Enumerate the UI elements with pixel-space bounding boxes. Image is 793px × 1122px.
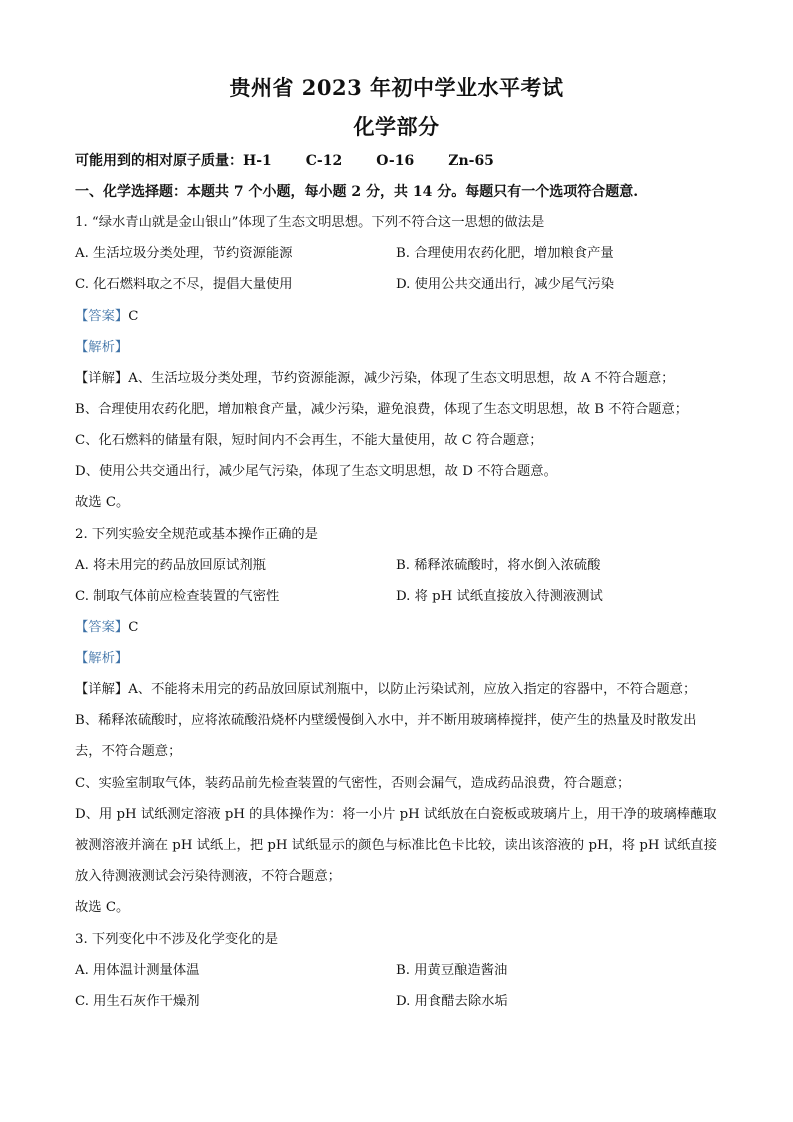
answer-value: C (128, 620, 139, 635)
option-d: D. 使用公共交通出行，减少尾气污染 (396, 277, 615, 292)
question-stem: 3. 下列变化中不涉及化学变化的是 (75, 932, 279, 947)
section-heading: 一、化学选择题：本题共 7 个小题，每小题 2 分，共 14 分。每题只有一个选项符合题意. (75, 184, 639, 200)
page-subtitle: 化学部分 (353, 114, 440, 139)
option-b: B. 用黄豆酿造酱油 (396, 963, 508, 978)
analysis-tag: 【解析】 (75, 651, 129, 666)
option-c: C. 制取气体前应检查装置的气密性 (75, 589, 280, 604)
option-d: D. 将 pH 试纸直接放入待测液测试 (396, 589, 603, 604)
detail-text: A、不能将未用完的药品放回原试剂瓶中，以防止污染试剂，应放入指定的容器中，不符合题意； (128, 682, 697, 697)
analysis-tag: 【解析】 (75, 340, 129, 355)
option-a: A. 将未用完的药品放回原试剂瓶 (75, 558, 266, 573)
detail-line: B、合理使用农药化肥，增加粮食产量，减少污染，避免浪费，体现了生态文明思想，故 B 不符合题意； (75, 402, 689, 417)
detail-tag: 【详解】 (75, 371, 129, 386)
detail-line: B、稀释浓硫酸时，应将浓硫酸沿烧杯内壁缓慢倒入水中，并不断用玻璃棒搅拌，使产生的热量及时散发出 (75, 713, 697, 728)
detail-line: C、实验室制取气体，装药品前先检查装置的气密性，否则会漏气，造成药品浪费，符合题意； (75, 776, 631, 791)
atomic-mass-item: O-16 (376, 153, 415, 169)
question-stem: 2. 下列实验安全规范或基本操作正确的是 (75, 527, 318, 542)
answer-tag: 【答案】 (75, 620, 129, 635)
detail-text: A、生活垃圾分类处理，节约资源能源，减少污染，体现了生态文明思想，故 A 不符合题意； (128, 371, 675, 386)
answer-tag: 【答案】 (75, 309, 129, 324)
detail-line (75, 370, 674, 388)
detail-line (75, 681, 696, 699)
detail-line: C、化石燃料的储量有限，短时间内不会再生，不能大量使用，故 C 符合题意； (75, 433, 543, 448)
atomic-masses (75, 152, 494, 170)
atomic-mass-item: H-1 (243, 153, 272, 169)
detail-line: D、用 pH 试纸测定溶液 pH 的具体操作为：将一小片 pH 试纸放在白瓷板或玻璃片上，用干净的玻璃棒蘸取 (75, 807, 717, 822)
answer-line (75, 619, 138, 637)
answer-line (75, 308, 138, 326)
detail-line: 被测溶液并滴在 pH 试纸上，把 pH 试纸显示的颜色与标准比色卡比较，读出该溶液的 pH，将 pH 试纸直接 (75, 838, 717, 853)
atomic-mass-item: C-12 (305, 153, 343, 169)
option-a: A. 生活垃圾分类处理，节约资源能源 (75, 246, 293, 261)
detail-line: D、使用公共交通出行，减少尾气污染，体现了生态文明思想，故 D 不符合题意。 (75, 464, 557, 479)
detail-line: 放入待测液测试会污染待测液，不符合题意； (75, 869, 341, 884)
option-b: B. 合理使用农药化肥，增加粮食产量 (396, 246, 614, 261)
detail-line: 去，不符合题意； (75, 744, 182, 759)
detail-tag: 【详解】 (75, 682, 129, 697)
page-title: 贵州省 2023 年初中学业水平考试 (229, 75, 564, 100)
option-c: C. 化石燃料取之不尽，提倡大量使用 (75, 277, 293, 292)
conclusion-line: 故选 C。 (75, 495, 130, 510)
option-d: D. 用食醋去除水垢 (396, 994, 508, 1009)
option-c: C. 用生石灰作干燥剂 (75, 994, 200, 1009)
answer-value: C (128, 309, 139, 324)
atomic-masses-label: 可能用到的相对原子质量： (75, 153, 243, 169)
conclusion-line: 故选 C。 (75, 900, 130, 915)
option-b: B. 稀释浓硫酸时，将水倒入浓硫酸 (396, 558, 601, 573)
option-a: A. 用体温计测量体温 (75, 963, 200, 978)
atomic-mass-item: Zn-65 (448, 153, 494, 169)
question-stem: 1. “绿水青山就是金山银山”体现了生态文明思想。下列不符合这一思想的做法是 (75, 215, 545, 230)
